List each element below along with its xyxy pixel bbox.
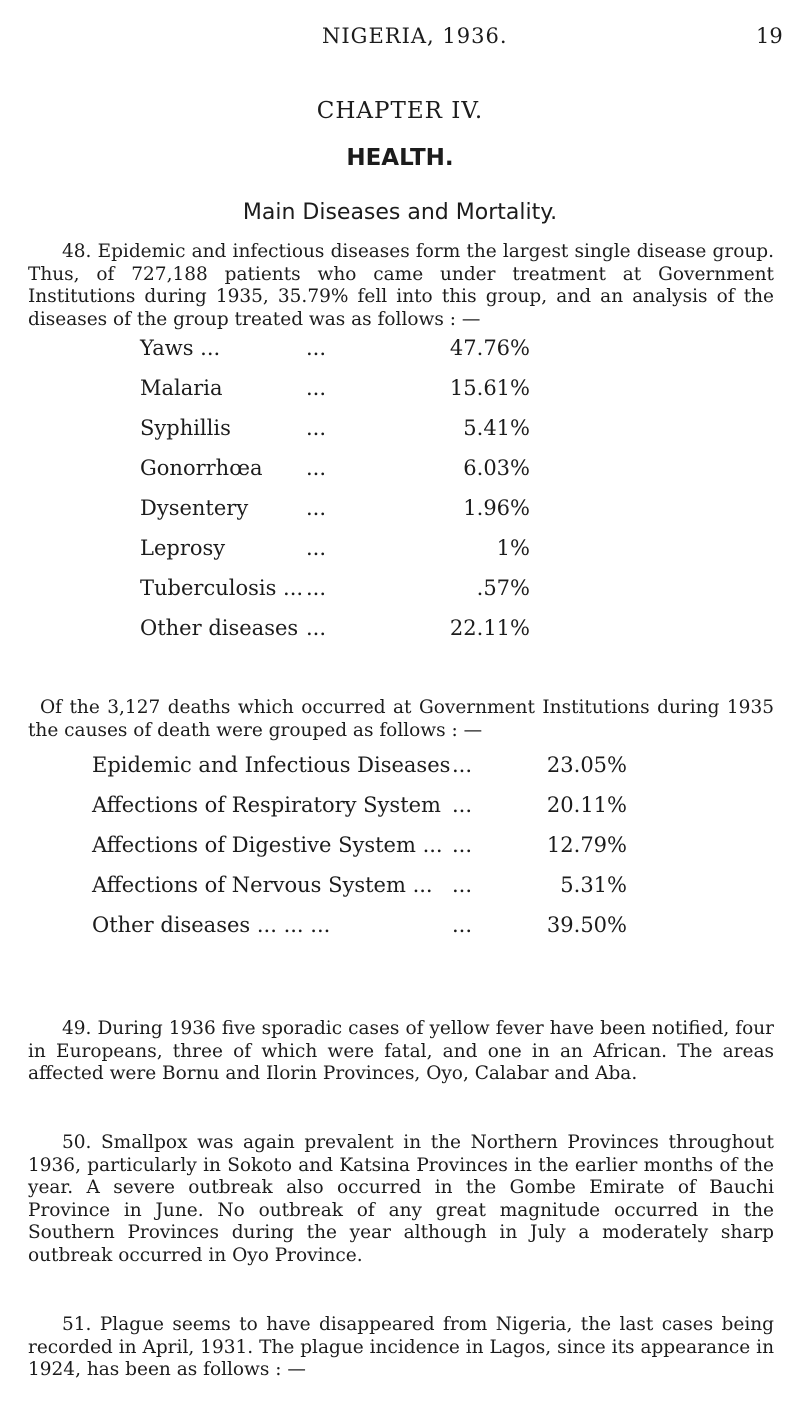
row-value: 1.96% [463,496,530,520]
row-label: Other diseases [140,616,299,640]
row-value: 39.50% [546,913,627,937]
row-label: Affections of Digestive System ... [92,833,443,857]
row-label: Dysentery [140,496,249,520]
row-value: 12.79% [546,833,627,857]
row-label: Leprosy [140,536,226,560]
row-leader: ... [452,793,473,817]
row-leader: ... [306,576,327,600]
row-value: 5.41% [463,416,530,440]
row-label: Malaria [140,376,223,400]
row-leader: ... [306,616,327,640]
running-header [0,18,800,58]
row-leader: ... [306,456,327,480]
row-leader: ... [306,496,327,520]
row-leader: ... [452,753,473,777]
row-leader: ... [452,913,473,937]
row-label: Tuberculosis ... [140,576,304,600]
row-label: Other diseases ... ... ... [92,913,331,937]
deaths-intro-paragraph: Of the 3,127 deaths which occurred at Government Institutions during 1935 the causes of death were grouped as follows : — [28,697,774,741]
row-leader: ... [306,376,327,400]
row-label: Gonorrhœa [140,456,263,480]
row-leader: ... [452,873,473,897]
row-value: 20.11% [546,793,627,817]
row-value: 6.03% [463,456,530,480]
row-label: Affections of Respiratory System [92,793,441,817]
row-value: 15.61% [449,376,530,400]
subsection-heading: Main Diseases and Mortality. [242,200,558,225]
paragraph-50: 50. Smallpox was again prevalent in the Northern Provinces throughout 1936, particularly in Sokoto and Katsina Provinces in the earlier months of the year. A severe outbreak also occurred in the Gombe Emirate of Bauchi Province in June. No outbreak of any great magnitude occurred in the Southern Provinces during the year although in July a moderately sharp outbreak occurred in Oyo Province. [28,1132,774,1266]
row-leader: ... [452,833,473,857]
section-heading: HEALTH. [346,145,454,171]
row-value: 23.05% [546,753,627,777]
row-label: Syphillis [140,416,231,440]
paragraph-49: 49. During 1936 five sporadic cases of yellow fever have been notified, four in Europeans, three of which were fatal, and one in an African. The areas affected were Bornu and Ilorin Provinces, Oyo, Calabar and Aba. [28,1018,774,1084]
row-leader: ... [306,416,327,440]
page-number: 19 [756,24,783,48]
chapter-heading: CHAPTER IV. [316,98,484,124]
row-label: Yaws ... [140,336,221,360]
row-value: 1% [496,536,530,560]
row-value: .57% [476,576,530,600]
row-label: Affections of Nervous System ... [92,873,433,897]
row-leader: ... [306,336,327,360]
paragraph-51: 51. Plague seems to have disappeared from Nigeria, the last cases being recorded in April, 1931. The plague incidence in Lagos, since its appearance in 1924, has been as follows : — [28,1314,774,1380]
row-value: 47.76% [449,336,530,360]
running-title: NIGERIA, 1936. [322,24,508,48]
row-value: 5.31% [560,873,627,897]
row-value: 22.11% [449,616,530,640]
paragraph-48: 48. Epidemic and infectious diseases form the largest single disease group. Thus, of 727,188 patients who came under treatment at Government Institutions during 1935, 35.79% fell into this group, and an analysis of the diseases of the group treated was as follows : — [28,241,774,330]
row-label: Epidemic and Infectious Diseases [92,753,451,777]
row-leader: ... [306,536,327,560]
